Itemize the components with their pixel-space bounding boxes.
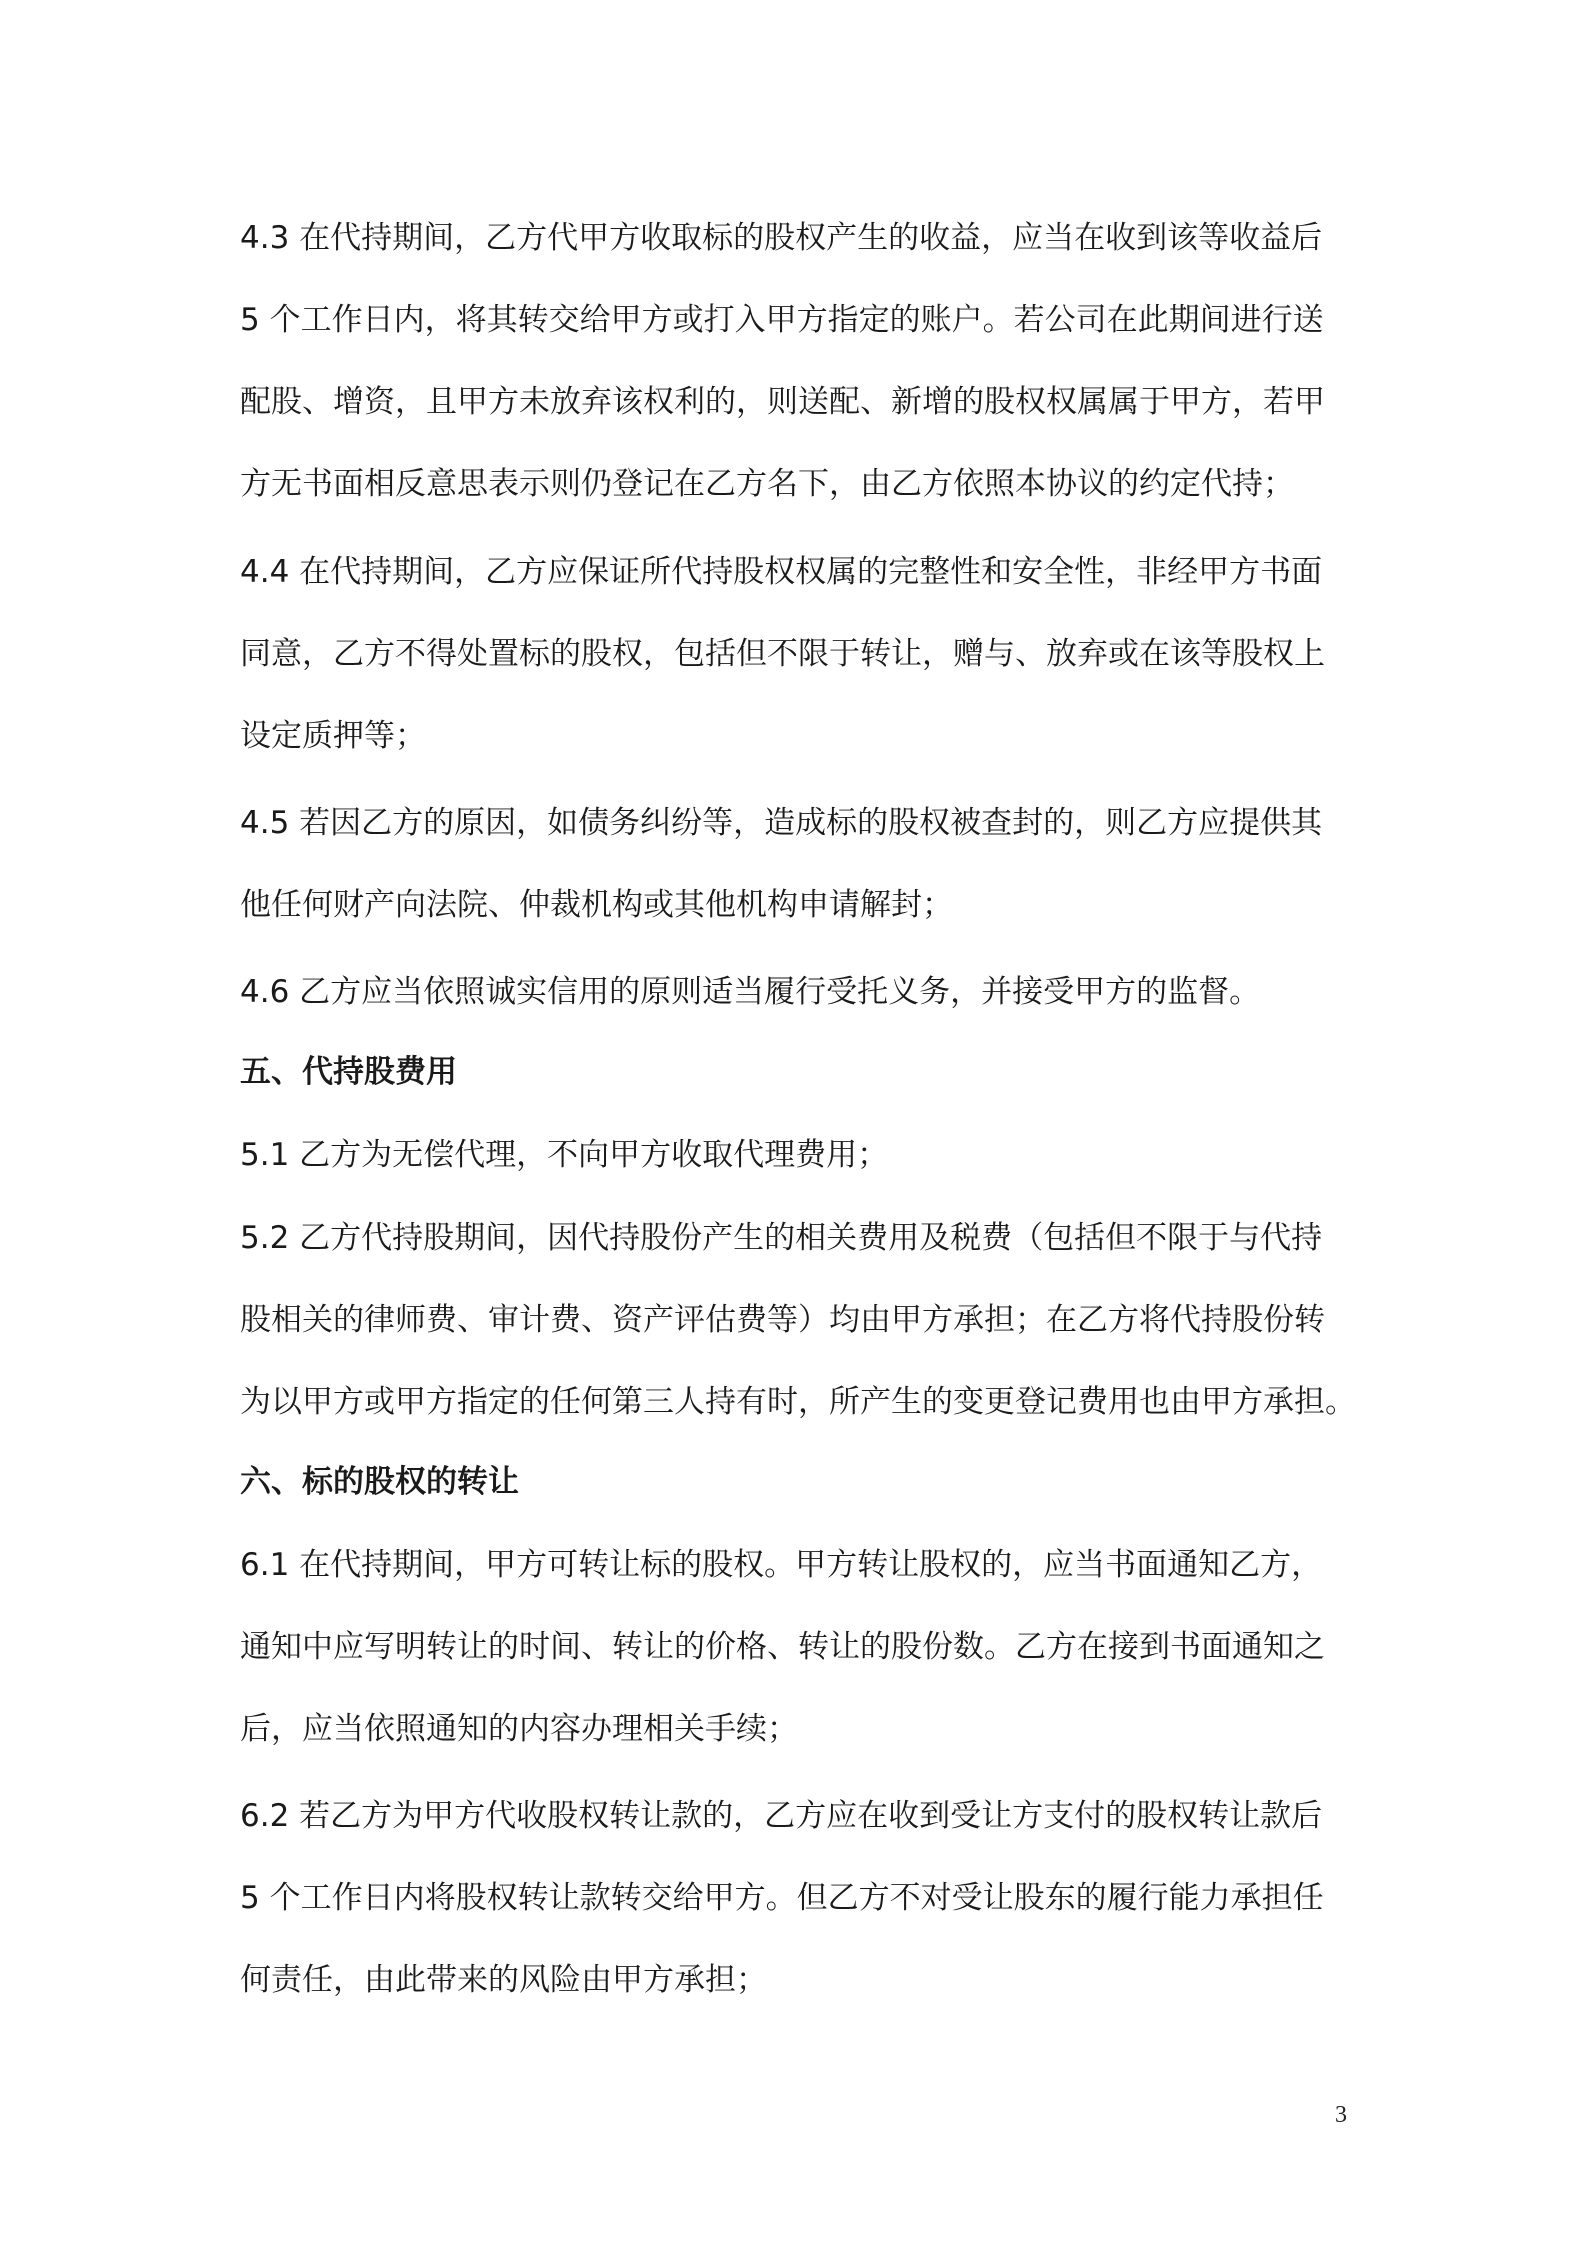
paragraph-4-5-line-1: 4.5 若因乙方的原因，如债务纠纷等，造成标的股权被查封的，则乙方应提供其 (240, 805, 1323, 841)
section-heading-5: 五、代持股费用 (240, 1054, 457, 1090)
paragraph-4-4-line-3: 设定质押等； (240, 718, 426, 754)
paragraph-6-1-line-2: 通知中应写明转让的时间、转让的价格、转让的股份数。乙方在接到书面通知之 (240, 1629, 1325, 1665)
paragraph-4-3-line-2: 5 个工作日内，将其转交给甲方或打入甲方指定的账户。若公司在此期间进行送 (240, 302, 1324, 338)
paragraph-6-2-line-2: 5 个工作日内将股权转让款转交给甲方。但乙方不对受让股东的履行能力承担任 (240, 1880, 1324, 1916)
paragraph-4-5-line-2: 他任何财产向法院、仲裁机构或其他机构申请解封； (240, 887, 953, 923)
page-number: 3 (1335, 2102, 1347, 2128)
paragraph-4-4-line-2: 同意，乙方不得处置标的股权，包括但不限于转让，赠与、放弃或在该等股权上 (240, 636, 1325, 672)
paragraph-4-4-line-1: 4.4 在代持期间，乙方应保证所代持股权权属的完整性和安全性，非经甲方书面 (240, 554, 1323, 590)
paragraph-6-1-line-1: 6.1 在代持期间，甲方可转让标的股权。甲方转让股权的，应当书面通知乙方， (240, 1547, 1323, 1583)
paragraph-5-2-line-3: 为以甲方或甲方指定的任何第三人持有时，所产生的变更登记费用也由甲方承担。 (240, 1384, 1356, 1420)
paragraph-5-1: 5.1 乙方为无偿代理，不向甲方收取代理费用； (240, 1137, 889, 1173)
paragraph-4-3-line-4: 方无书面相反意思表示则仍登记在乙方名下，由乙方依照本协议的约定代持； (240, 466, 1294, 502)
paragraph-4-3-line-3: 配股、增资，且甲方未放弃该权利的，则送配、新增的股权权属属于甲方，若甲 (240, 384, 1325, 420)
paragraph-4-3-line-1: 4.3 在代持期间，乙方代甲方收取标的股权产生的收益，应当在收到该等收益后 (240, 220, 1323, 256)
paragraph-5-2-line-2: 股相关的律师费、审计费、资产评估费等）均由甲方承担；在乙方将代持股份转 (240, 1302, 1325, 1338)
paragraph-6-2-line-3: 何责任，由此带来的风险由甲方承担； (240, 1962, 767, 1998)
paragraph-5-2-line-1: 5.2 乙方代持股期间，因代持股份产生的相关费用及税费（包括但不限于与代持 (240, 1220, 1323, 1256)
paragraph-6-1-line-3: 后，应当依照通知的内容办理相关手续； (240, 1711, 798, 1747)
paragraph-6-2-line-1: 6.2 若乙方为甲方代收股权转让款的，乙方应在收到受让方支付的股权转让款后 (240, 1798, 1323, 1834)
paragraph-4-6: 4.6 乙方应当依照诚实信用的原则适当履行受托义务，并接受甲方的监督。 (240, 974, 1261, 1010)
section-heading-6: 六、标的股权的转让 (240, 1464, 519, 1500)
